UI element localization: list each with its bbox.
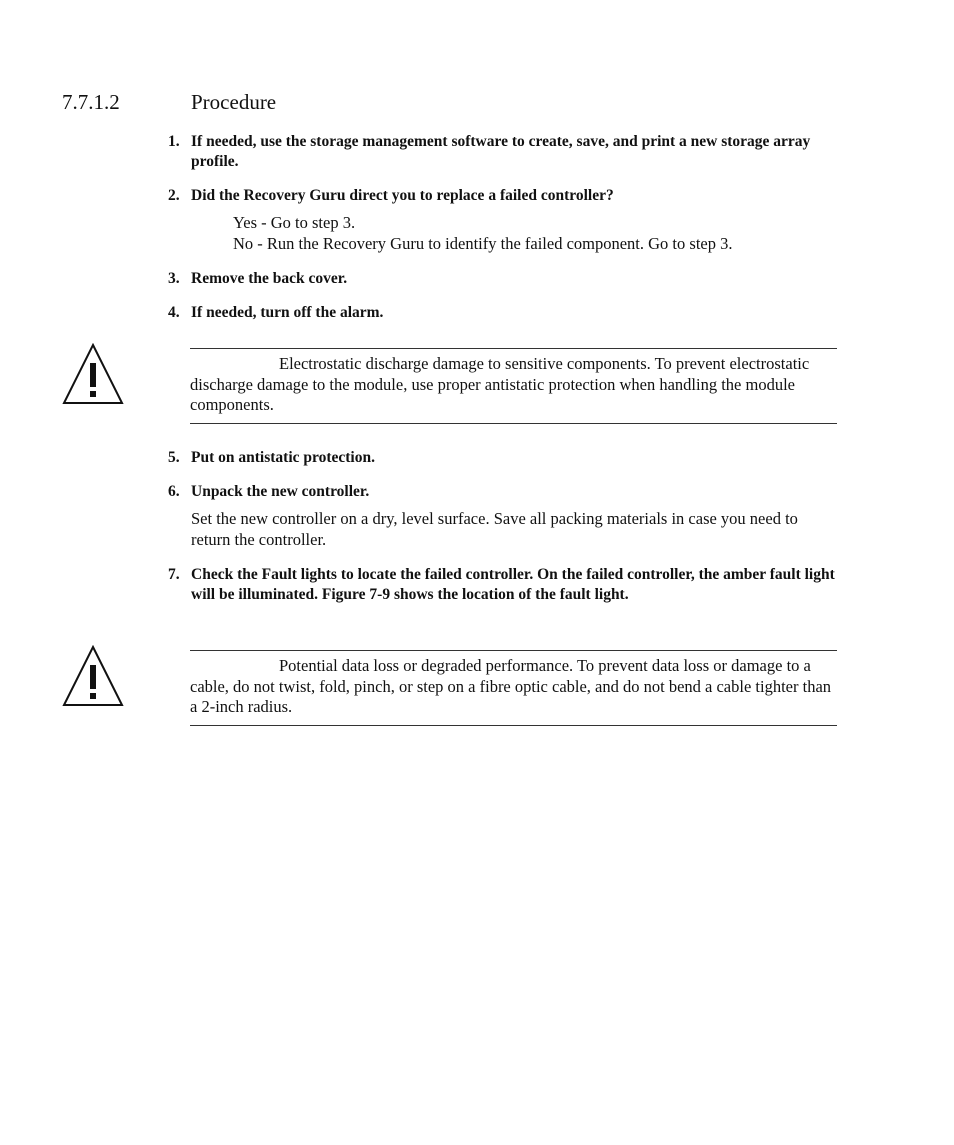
step-6	[168, 482, 836, 502]
caution-triangle-icon	[62, 645, 124, 707]
step-2	[168, 186, 836, 206]
step-text: Did the Recovery Guru direct you to replace a failed controller?	[191, 187, 614, 204]
step-number: 6.	[168, 483, 180, 500]
section-title: Procedure	[191, 90, 277, 114]
answer-no: No - Run the Recovery Guru to identify the failed component. Go to step 3.	[233, 234, 733, 253]
step-text: If needed, use the storage management software to create, save, and print a new storage array profile.	[191, 133, 811, 170]
step-number: 4.	[168, 304, 180, 321]
step-6-note: Set the new controller on a dry, level surface. Save all packing materials in case you need to return the controller.	[191, 509, 798, 549]
step-text: Check the Fault lights to locate the failed controller. On the failed controller, the amber fault light will be illuminated. Figure 7-9 shows the location of the fault light.	[191, 566, 835, 603]
caution-box-cable	[190, 650, 837, 726]
caution-triangle-icon	[62, 343, 124, 405]
step-number: 1.	[168, 133, 180, 150]
step-1	[168, 132, 836, 172]
step-number: 7.	[168, 566, 180, 583]
step-number: 2.	[168, 187, 180, 204]
step-number: 5.	[168, 449, 180, 466]
caution-text: Potential data loss or degraded performance. To prevent data loss or damage to a cable, do not twist, fold, pinch, or step on a fibre optic cable, and do not bend a cable tighter than a 2-inch radius.	[190, 656, 832, 716]
caution-text: Electrostatic discharge damage to sensitive components. To prevent electrostatic discharge damage to the module, use proper antistatic protection when handling the module components.	[190, 354, 810, 414]
step-text: Unpack the new controller.	[191, 483, 370, 500]
step-text: Remove the back cover.	[191, 270, 348, 287]
section-number: 7.7.1.2	[62, 90, 120, 114]
step-7	[168, 565, 836, 605]
step-5	[168, 448, 836, 468]
step-4	[168, 303, 836, 323]
step-3	[168, 269, 836, 289]
step-number: 3.	[168, 270, 180, 287]
answer-yes: Yes - Go to step 3.	[233, 213, 356, 232]
step-text: Put on antistatic protection.	[191, 449, 375, 466]
step-text: If needed, turn off the alarm.	[191, 304, 384, 321]
section-heading	[62, 90, 276, 115]
caution-box-esd	[190, 348, 837, 424]
